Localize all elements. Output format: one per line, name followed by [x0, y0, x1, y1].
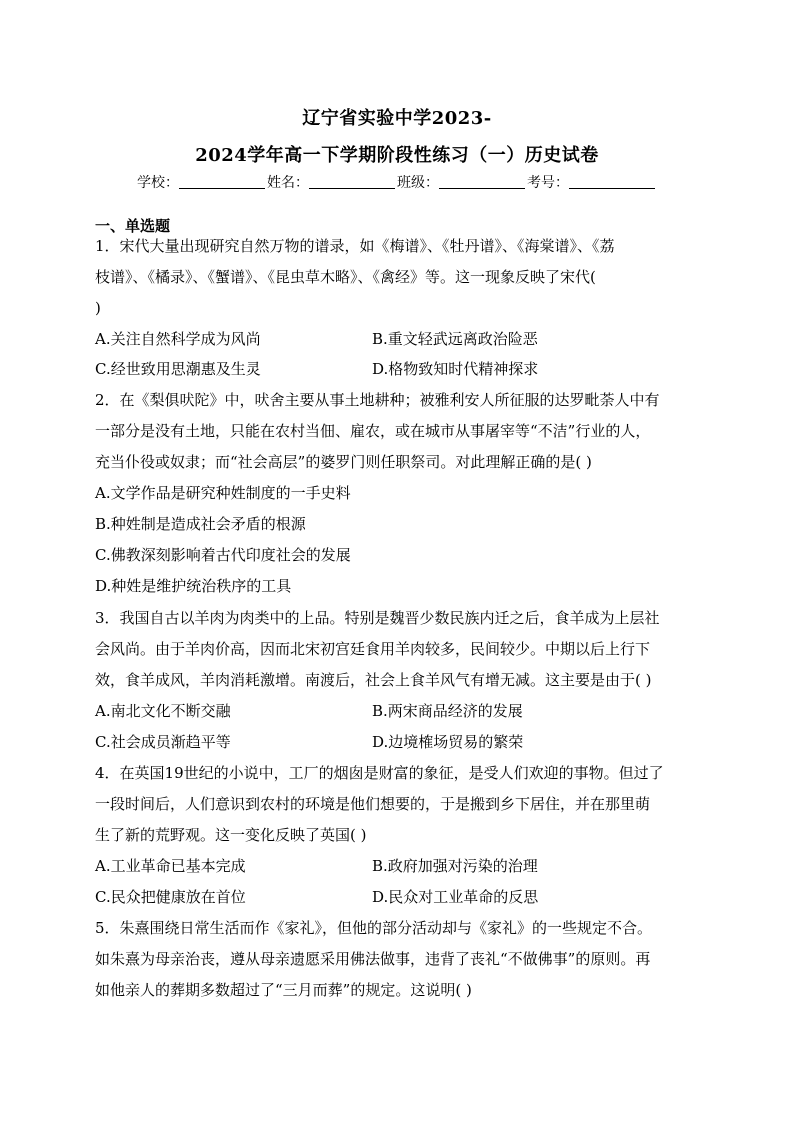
q4-option-d[interactable]: D.民众对工业革命的反思	[372, 888, 539, 906]
q4-stem-line1: 4．在英国19世纪的小说中，工厂的烟囱是财富的象征，是受人们欢迎的事物。但过了	[95, 764, 664, 782]
student-info-row	[0, 172, 794, 192]
q1-option-a[interactable]: A.关注自然科学成为风尚	[95, 330, 261, 348]
q1-stem-line1: 1．宋代大量出现研究自然万物的谱录，如《梅谱》、《牡丹谱》、《海棠谱》、《荔	[95, 237, 615, 255]
exam-title-line1: 辽宁省实验中学2023-	[302, 108, 492, 129]
exam-number-blank[interactable]	[569, 174, 655, 189]
q4-option-c[interactable]: C.民众把健康放在首位	[95, 888, 246, 906]
q2-stem-line1: 2．在《梨俱吠陀》中，吠舍主要从事土地耕种；被雅利安人所征服的达罗毗荼人中有	[95, 391, 660, 409]
school-blank[interactable]	[179, 174, 265, 189]
class-blank[interactable]	[439, 174, 525, 189]
exam-number-label: 考号：	[527, 175, 569, 191]
q2-stem-line3: 充当仆役或奴隶；而“社会高层”的婆罗门则任职祭司。对此理解正确的是( )	[95, 453, 592, 471]
q1-option-b[interactable]: B.重文轻武远离政治险恶	[372, 330, 538, 348]
q3-stem-line3: 效，食羊成风，羊肉消耗激增。南渡后，社会上食羊风气有增无减。这主要是由于( )	[95, 671, 652, 689]
q2-option-c[interactable]: C.佛教深刻影响着古代印度社会的发展	[95, 546, 351, 564]
q3-option-a[interactable]: A.南北文化不断交融	[95, 702, 231, 720]
q2-option-b[interactable]: B.种姓制是造成社会矛盾的根源	[95, 515, 306, 533]
q5-stem-line1: 5．朱熹围绕日常生活而作《家礼》，但他的部分活动却与《家礼》的一些规定不合。	[95, 919, 653, 937]
q2-stem-line2: 一部分是没有土地，只能在农村当佃、雇农，或在城市从事屠宰等“不洁”行业的人，	[95, 422, 651, 440]
q2-option-a[interactable]: A.文学作品是研究种姓制度的一手史料	[95, 484, 351, 502]
school-label: 学校：	[137, 175, 179, 191]
q4-stem-line3: 生了新的荒野观。这一变化反映了英国( )	[95, 826, 367, 844]
class-label: 班级：	[397, 175, 439, 191]
name-label: 姓名：	[267, 175, 309, 191]
q1-option-c[interactable]: C.经世致用思潮惠及生灵	[95, 360, 261, 378]
q3-option-b[interactable]: B.两宋商品经济的发展	[372, 702, 523, 720]
q5-stem-line3: 如他亲人的葬期多数超过了“三月而葬”的规定。这说明( )	[95, 981, 472, 999]
q1-option-d[interactable]: D.格物致知时代精神探求	[372, 360, 539, 378]
q5-stem-line2: 如朱熹为母亲治丧，遵从母亲遗愿采用佛法做事，违背了丧礼“不做佛事”的原则。再	[95, 950, 651, 968]
q3-stem-line1: 3．我国自古以羊肉为肉类中的上品。特别是魏晋少数民族内迁之后，食羊成为上层社	[95, 609, 660, 627]
q2-option-d[interactable]: D.种姓是维护统治秩序的工具	[95, 577, 292, 595]
q1-stem-line3: )	[95, 299, 101, 317]
q4-stem-line2: 一段时间后，人们意识到农村的环境是他们想要的，于是搬到乡下居住，并在那里萌	[95, 795, 651, 813]
name-blank[interactable]	[309, 174, 395, 189]
q3-stem-line2: 会风尚。由于羊肉价高，因而北宋初宫廷食用羊肉较多，民间较少。中期以后上行下	[95, 640, 651, 658]
q3-option-c[interactable]: C.社会成员渐趋平等	[95, 733, 231, 751]
section-title: 一、单选题	[95, 217, 171, 235]
q4-option-a[interactable]: A.工业革命已基本完成	[95, 857, 246, 875]
exam-title-line2: 2024学年高一下学期阶段性练习（一）历史试卷	[195, 145, 599, 166]
q3-option-d[interactable]: D.边境榷场贸易的繁荣	[372, 733, 524, 751]
q1-stem-line2: 枝谱》、《橘录》、《蟹谱》、《昆虫草木略》、《禽经》等。这一现象反映了宋代(	[95, 268, 596, 286]
q4-option-b[interactable]: B.政府加强对污染的治理	[372, 857, 538, 875]
